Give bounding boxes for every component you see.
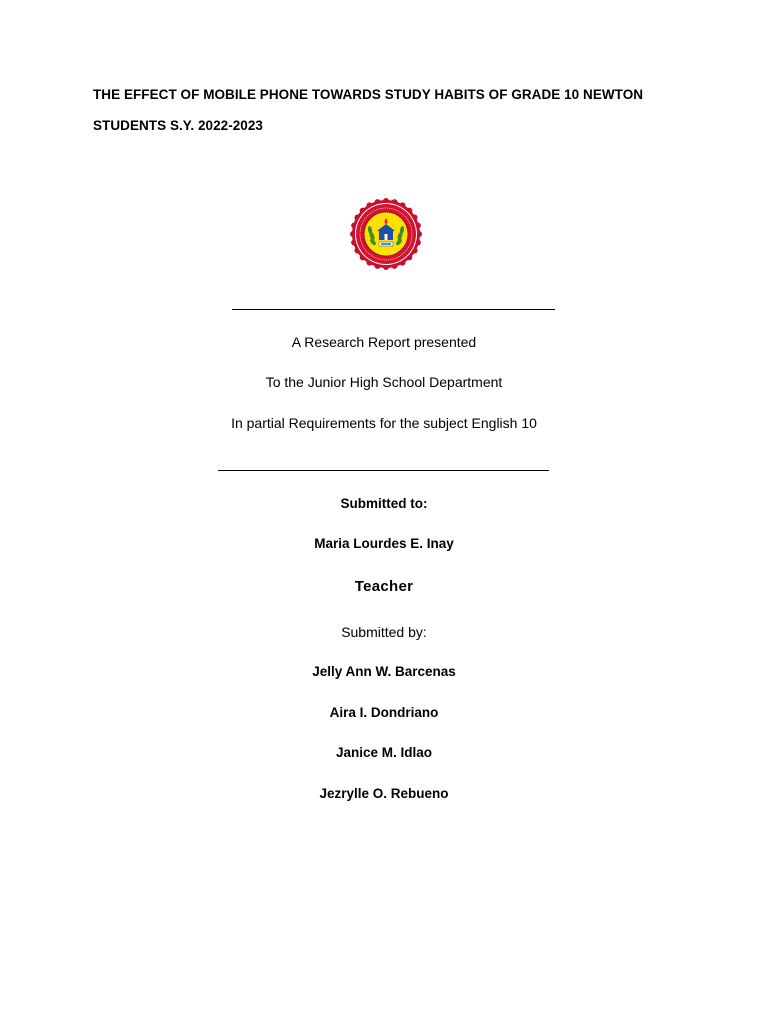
- presented-line-1: A Research Report presented: [291, 334, 477, 350]
- divider-rule-bottom: [218, 470, 549, 471]
- presented-line-2: To the Junior High School Department: [265, 374, 503, 390]
- submitted-to-label: Submitted to:: [340, 496, 428, 511]
- divider-rule-top: [232, 309, 555, 310]
- teacher-role: Teacher: [354, 578, 414, 595]
- teacher-name: Maria Lourdes E. Inay: [314, 536, 454, 551]
- author-name: Aira I. Dondriano: [329, 705, 439, 720]
- document-title-line-2: STUDENTS S.Y. 2022-2023: [93, 118, 263, 133]
- author-name: Jezrylle O. Rebueno: [319, 786, 449, 801]
- school-seal-icon: [348, 198, 424, 270]
- document-title-line-1: THE EFFECT OF MOBILE PHONE TOWARDS STUDY HABITS OF GRADE 10 NEWTON: [93, 87, 644, 102]
- presented-line-3: In partial Requirements for the subject English 10: [231, 415, 537, 431]
- author-name: Jelly Ann W. Barcenas: [312, 664, 456, 679]
- submitted-by-label: Submitted by:: [341, 624, 427, 640]
- author-name: Janice M. Idlao: [335, 745, 433, 760]
